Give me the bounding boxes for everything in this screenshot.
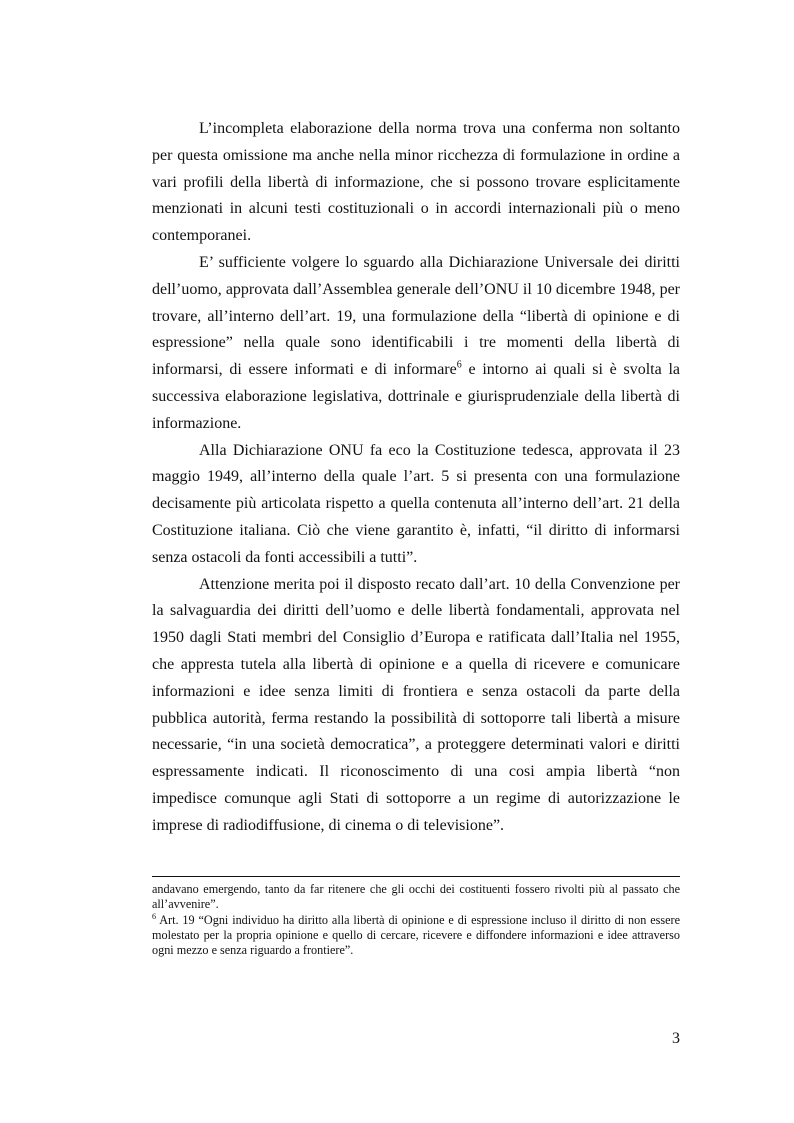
paragraph-4: Attenzione merita poi il disposto recato dall’art. 10 della Convenzione per la salvaguardia dei diritti dell’uomo e delle libertà fondamentali, approvata nel 1950 dagli Stati membri del Consiglio d’Europa e ratificata dall’Italia nel 1955, che appresta tutela alla libertà di opinione e a quella di ricevere e comunicare informazioni e idee senza limiti di frontiera e senza ostacoli da parte della pubblica autorità, ferma restando la possibilità di sottoporre tali libertà a misure necessarie, “in una società democratica”, a proteggere determinati valori e diritti espressamente indicati. Il riconoscimento di una cosi ampia libertà “non impedisce comunque agli Stati di sottoporre a un regime di autorizzazione le imprese di radiodiffusione, di cinema o di televisione”. [152,575,680,834]
main-text [152,116,680,840]
paragraph-1: L’incompleta elaborazione della norma trova una conferma non soltanto per questa omissione ma anche nella minor ricchezza di formulazione in ordine a vari profili della libertà di informazione, che si possono trovare esplicitamente menzionati in alcuni testi costituzionali o in accordi internazionali più o meno contemporanei. [152,120,680,245]
footnote-6 [152,913,680,959]
footnote-6-number: 6 [152,911,156,921]
footnote-separator [152,876,680,877]
paragraph-2 [152,250,680,438]
footnotes [152,882,680,958]
page-number: 3 [672,1030,680,1047]
footnote-6-text: Art. 19 “Ogni individuo ha diritto alla libertà di opinione e di espressione incluso il diritto di non essere molestato per la propria opinione e quello di cercare, ricevere e diffondere informazioni e idee attraverso ogni mezzo e senza riguardo a frontiere”. [152,912,680,958]
footnote-reference-6[interactable]: 6 [456,359,462,371]
footnote-continuation: andavano emergendo, tanto da far ritenere che gli occhi dei costituenti fossero rivolti più al passato che all’avvenire”. [152,882,680,912]
paragraph-2-text-b: e intorno ai quali si è svolta la successiva elaborazione legislativa, dottrinale e giurisprudenziale della libertà di informazione. [152,361,681,432]
paragraph-3: Alla Dichiarazione ONU fa eco la Costituzione tedesca, approvata il 23 maggio 1949, all’interno della quale l’art. 5 si presenta con una formulazione decisamente più articolata rispetto a quella contenuta all’interno dell’art. 21 della Costituzione italiana. Ciò che viene garantito è, infatti, “il diritto di informarsi senza ostacoli da fonti accessibili a tutti”. [152,441,680,566]
paragraph-2-text-a: E’ sufficiente volgere lo sguardo alla Dichiarazione Universale dei diritti dell’uomo, approvata dall’Assemblea generale dell’ONU il 10 dicembre 1948, per trovare, all’interno dell’art. 19, una formulazione della “libertà di opinione e di espressione” nella quale sono identificabili i tre momenti della libertà di informarsi, di essere informati e di informare [152,253,680,379]
